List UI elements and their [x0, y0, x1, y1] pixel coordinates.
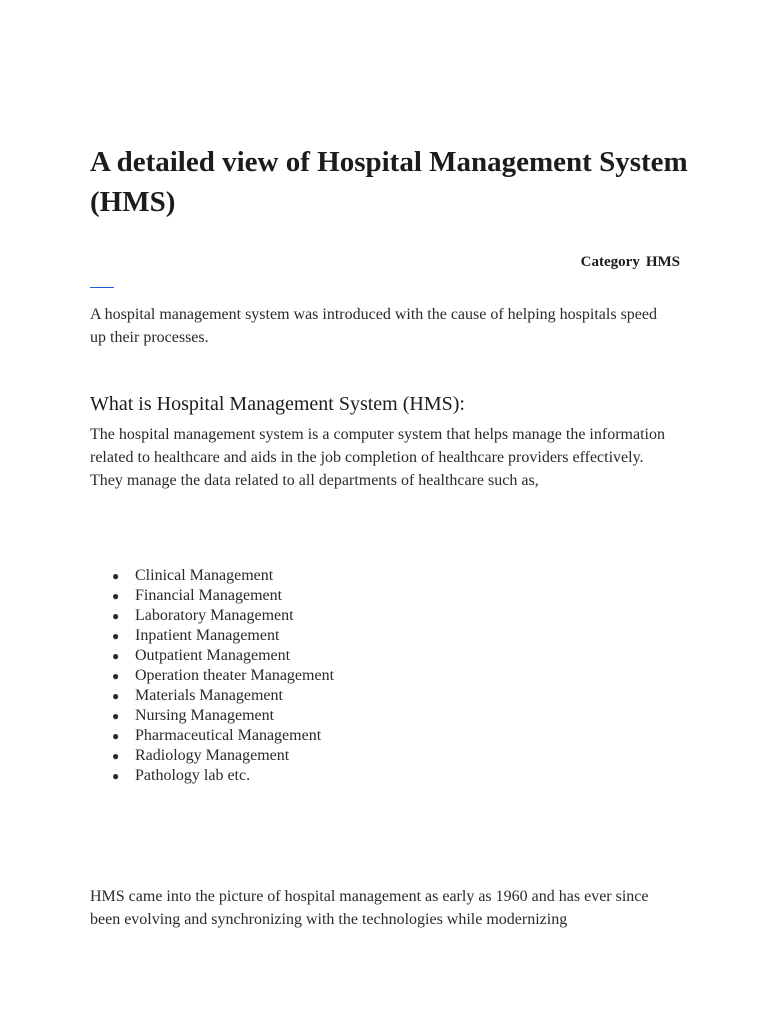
intro-paragraph: A hospital management system was introduced with the cause of helping hospitals speed up their processes. [90, 306, 657, 346]
bullet-icon: ● [112, 689, 120, 703]
bullet-icon: ● [112, 569, 120, 583]
bullet-icon: ● [112, 769, 120, 783]
list-item [112, 706, 334, 726]
category-link[interactable]: HMS [645, 254, 680, 270]
bullet-icon: ● [112, 669, 120, 683]
list-item [112, 606, 334, 626]
list-item [112, 586, 334, 606]
category-label: Category [580, 254, 640, 270]
section-heading: What is Hospital Management System (HMS): [90, 393, 465, 415]
list-item [112, 686, 334, 706]
category-row [581, 252, 680, 272]
bullet-icon: ● [112, 729, 120, 743]
list-item-label: Clinical Management [135, 567, 274, 584]
list-item-label: Materials Management [135, 687, 283, 704]
list-item-label: Laboratory Management [135, 607, 294, 624]
bullet-icon: ● [112, 609, 120, 623]
module-list [90, 566, 334, 786]
list-item [112, 646, 334, 666]
bullet-icon: ● [112, 589, 120, 603]
accent-divider [90, 287, 114, 288]
bullet-icon: ● [112, 749, 120, 763]
bullet-icon: ● [112, 629, 120, 643]
list-item-label: Financial Management [135, 587, 283, 604]
list-item-label: Pharmaceutical Management [135, 727, 322, 744]
list-item-label: Outpatient Management [135, 647, 291, 664]
definition-paragraph: The hospital management system is a computer system that helps manage the information related to healthcare and aids in the job completion of healthcare providers effectively. They manage the data related to all departments of healthcare such as, [90, 426, 665, 489]
bullet-icon: ● [112, 709, 120, 723]
list-item-label: Nursing Management [135, 707, 275, 724]
list-item [112, 746, 334, 766]
list-item [112, 726, 334, 746]
list-item [112, 666, 335, 686]
list-item [112, 766, 334, 786]
history-paragraph: HMS came into the picture of hospital management as early as 1960 and has ever since been evolving and synchronizing with the technologies while modernizing [90, 888, 649, 928]
list-item-label: Radiology Management [135, 747, 290, 764]
list-item [112, 566, 334, 586]
list-item [112, 626, 334, 646]
bullet-icon: ● [112, 649, 120, 663]
article-title: A detailed view of Hospital Management System (HMS) [90, 146, 688, 218]
list-item-label: Inpatient Management [135, 627, 280, 644]
list-item-label: Pathology lab etc. [135, 767, 251, 784]
list-item-label: Operation theater Management [135, 667, 335, 684]
